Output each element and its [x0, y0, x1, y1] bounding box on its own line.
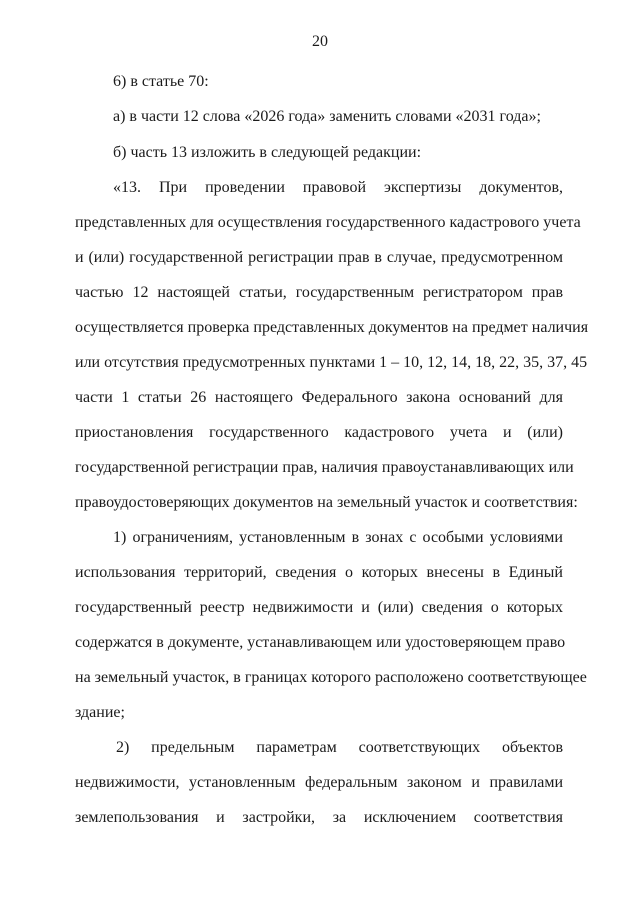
text-line: или отсутствия предусмотренных пунктами 1 – 10, 12, 14, 18, 22, 35, 37, 45: [75, 354, 588, 371]
text-line: государственный реестр недвижимости и (или) сведения о которых: [75, 599, 563, 616]
text-line: использования территорий, сведения о которых внесены в Единый: [75, 564, 563, 581]
text-line: б) часть 13 изложить в следующей редакции:: [113, 144, 422, 161]
text-line: недвижимости, установленным федеральным законом и правилами: [75, 774, 563, 791]
text-line: 1) ограничениям, установленным в зонах с особыми условиями: [113, 529, 563, 546]
text-line: представленных для осуществления государственного кадастрового учета: [75, 214, 581, 231]
text-line: землепользования и застройки, за исключением соответствия: [75, 809, 563, 826]
text-line: правоудостоверяющих документов на земельный участок и соответствия:: [75, 494, 578, 511]
text-line: 2) предельным параметрам соответствующих объектов: [116, 739, 563, 756]
text-line: «13. При проведении правовой экспертизы документов,: [113, 179, 563, 196]
text-line: части 1 статьи 26 настоящего Федерального закона оснований для: [75, 389, 563, 406]
text-line: осуществляется проверка представленных документов на предмет наличия: [75, 319, 589, 336]
page-number: 20: [312, 33, 328, 50]
text-line: на земельный участок, в границах которого расположено соответствующее: [75, 669, 587, 686]
text-line: государственной регистрации прав, наличия правоустанавливающих или: [75, 459, 574, 476]
text-line: частью 12 настоящей статьи, государственным регистратором прав: [75, 284, 563, 301]
text-line: и (или) государственной регистрации прав в случае, предусмотренном: [75, 249, 563, 266]
text-line: содержатся в документе, устанавливающем или удостоверяющем право: [75, 634, 566, 651]
text-line: а) в части 12 слова «2026 года» заменить словами «2031 года»;: [113, 108, 541, 125]
text-line: здание;: [75, 704, 125, 721]
text-line: приостановления государственного кадастрового учета и (или): [75, 424, 563, 441]
text-line: 6) в статье 70:: [113, 73, 209, 90]
